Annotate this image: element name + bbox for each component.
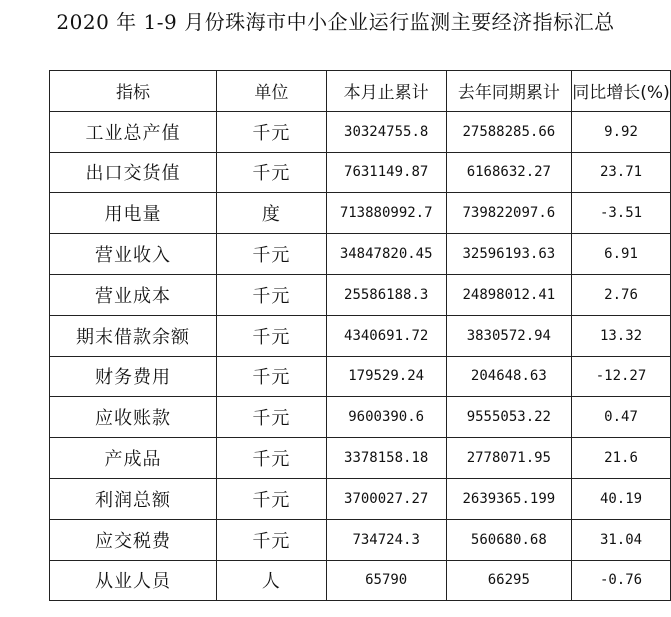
indicator-cell: 财务费用 <box>50 356 217 397</box>
ytd-cell: 7631149.87 <box>326 152 446 193</box>
indicator-cell: 营业成本 <box>50 274 217 315</box>
yoy-cell: 6.91 <box>572 234 671 275</box>
yoy-cell: 0.47 <box>572 397 671 438</box>
indicator-cell: 期末借款余额 <box>50 315 217 356</box>
indicator-cell: 出口交货值 <box>50 152 217 193</box>
unit-cell: 千元 <box>216 111 326 152</box>
last-year-cell: 2639365.199 <box>446 478 571 519</box>
ytd-cell: 25586188.3 <box>326 274 446 315</box>
table-row <box>50 438 671 479</box>
table-header-row <box>50 71 671 112</box>
ytd-cell: 179529.24 <box>326 356 446 397</box>
table-row <box>50 111 671 152</box>
yoy-cell: 13.32 <box>572 315 671 356</box>
ytd-cell: 3700027.27 <box>326 478 446 519</box>
indicator-cell: 从业人员 <box>50 560 217 601</box>
table-row <box>50 152 671 193</box>
table-row <box>50 193 671 234</box>
ytd-cell: 713880992.7 <box>326 193 446 234</box>
unit-cell: 千元 <box>216 438 326 479</box>
last-year-cell: 560680.68 <box>446 519 571 560</box>
last-year-cell: 739822097.6 <box>446 193 571 234</box>
ytd-cell: 4340691.72 <box>326 315 446 356</box>
ytd-cell: 9600390.6 <box>326 397 446 438</box>
ytd-cell: 3378158.18 <box>326 438 446 479</box>
last-year-cell: 66295 <box>446 560 571 601</box>
last-year-cell: 3830572.94 <box>446 315 571 356</box>
unit-cell: 度 <box>216 193 326 234</box>
indicator-table <box>49 70 671 601</box>
last-year-cell: 24898012.41 <box>446 274 571 315</box>
indicator-cell: 应交税费 <box>50 519 217 560</box>
table-row <box>50 478 671 519</box>
ytd-cell: 30324755.8 <box>326 111 446 152</box>
last-year-cell: 32596193.63 <box>446 234 571 275</box>
last-year-cell: 2778071.95 <box>446 438 571 479</box>
table-row <box>50 274 671 315</box>
last-year-cell: 204648.63 <box>446 356 571 397</box>
last-year-cell: 9555053.22 <box>446 397 571 438</box>
unit-cell: 千元 <box>216 397 326 438</box>
page-title: 2020 年 1-9 月份珠海市中小企业运行监测主要经济指标汇总 <box>56 10 615 34</box>
yoy-cell: -12.27 <box>572 356 671 397</box>
last-year-cell: 6168632.27 <box>446 152 571 193</box>
unit-cell: 千元 <box>216 356 326 397</box>
unit-cell: 千元 <box>216 152 326 193</box>
header-last-year-cumulative: 去年同期累计 <box>446 71 571 112</box>
ytd-cell: 734724.3 <box>326 519 446 560</box>
table-row <box>50 234 671 275</box>
indicator-cell: 营业收入 <box>50 234 217 275</box>
indicator-cell: 用电量 <box>50 193 217 234</box>
yoy-cell: -3.51 <box>572 193 671 234</box>
yoy-cell: 2.76 <box>572 274 671 315</box>
header-yoy-growth: 同比增长(%) <box>572 71 671 112</box>
yoy-cell: 31.04 <box>572 519 671 560</box>
yoy-cell: 40.19 <box>572 478 671 519</box>
indicator-cell: 应收账款 <box>50 397 217 438</box>
last-year-cell: 27588285.66 <box>446 111 571 152</box>
yoy-cell: 9.92 <box>572 111 671 152</box>
table-row <box>50 560 671 601</box>
table-row <box>50 519 671 560</box>
table-row <box>50 315 671 356</box>
yoy-cell: 23.71 <box>572 152 671 193</box>
header-unit: 单位 <box>216 71 326 112</box>
indicator-cell: 产成品 <box>50 438 217 479</box>
yoy-cell: 21.6 <box>572 438 671 479</box>
table-row <box>50 356 671 397</box>
unit-cell: 千元 <box>216 234 326 275</box>
indicator-cell: 工业总产值 <box>50 111 217 152</box>
unit-cell: 千元 <box>216 519 326 560</box>
unit-cell: 人 <box>216 560 326 601</box>
unit-cell: 千元 <box>216 478 326 519</box>
unit-cell: 千元 <box>216 274 326 315</box>
indicator-cell: 利润总额 <box>50 478 217 519</box>
unit-cell: 千元 <box>216 315 326 356</box>
header-indicator: 指标 <box>50 71 217 112</box>
ytd-cell: 65790 <box>326 560 446 601</box>
ytd-cell: 34847820.45 <box>326 234 446 275</box>
table-row <box>50 397 671 438</box>
yoy-cell: -0.76 <box>572 560 671 601</box>
header-ytd-cumulative: 本月止累计 <box>326 71 446 112</box>
